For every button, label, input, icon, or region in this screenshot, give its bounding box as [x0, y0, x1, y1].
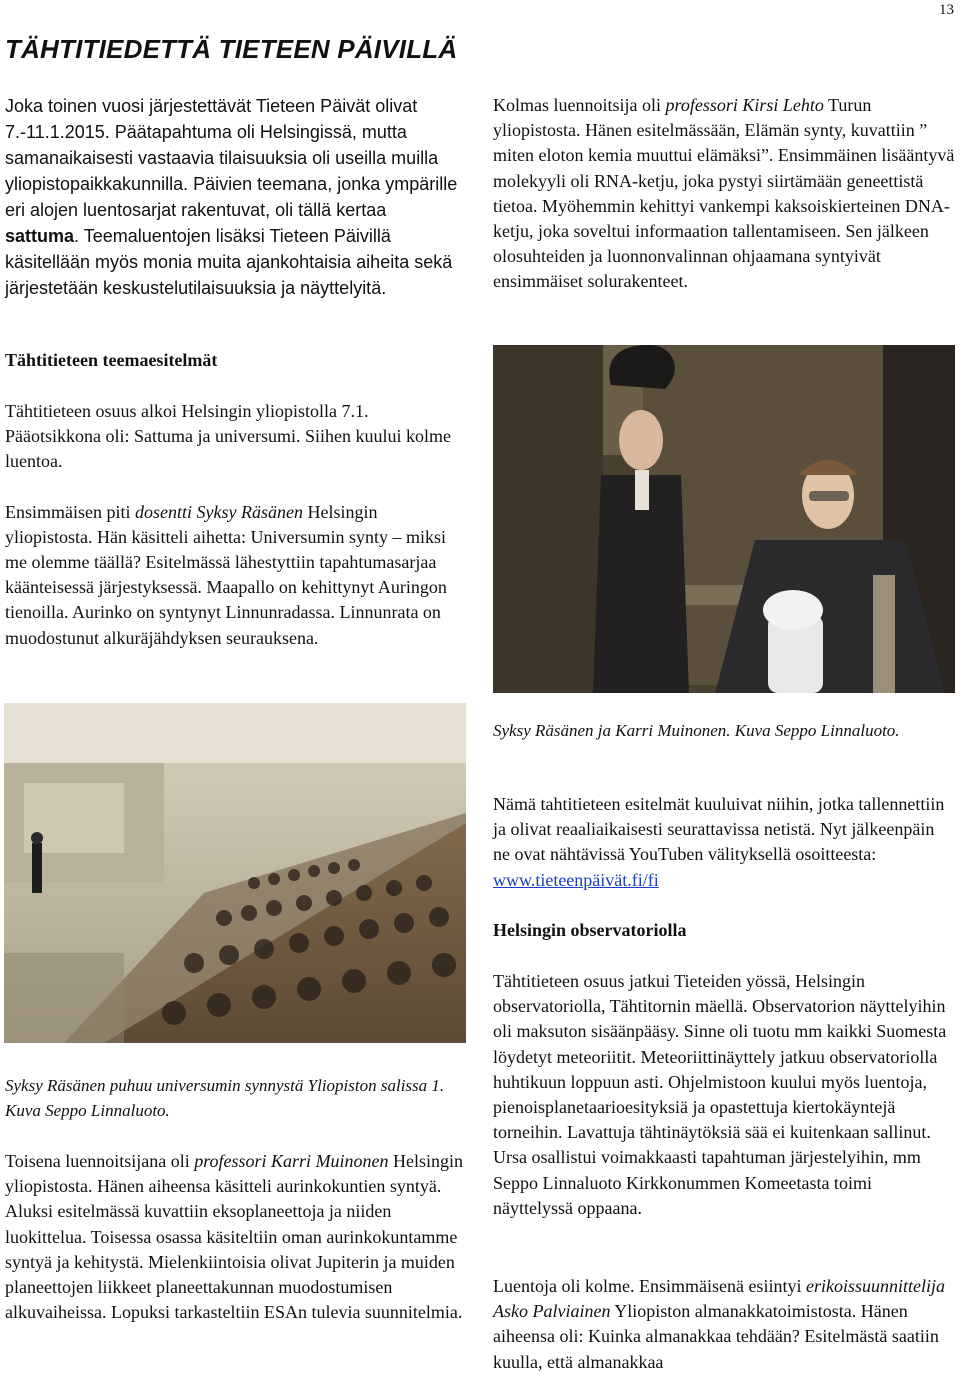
speakers-photo	[493, 345, 955, 693]
text: Luentoja oli kolme. Ensimmäisenä esiintyi	[493, 1276, 806, 1296]
text: Helsingin yliopistosta. Hänen aiheensa käsitteli aurinkokuntien syntyä. Aluksi esitelmässä kuvattiin eksoplaneettoja ja niiden luokittelua. Toisessa osassa käsiteltiin oman aurinkokuntamme syntyä ja kehitystä. Mielenkiintoisia olivat Jupiterin ja muiden planeettojen liikkeet planeettakunnan muodostumisen alkuvaiheissa. Lopuksi tarkasteltiin ESAn tulevia suunnitelmia.	[5, 1151, 464, 1323]
page-number: 13	[939, 2, 954, 18]
lecture-hall-caption: Syksy Räsänen puhuu universumin synnystä Yliopiston salissa 1. Kuva Seppo Linnaluoto.	[5, 1076, 445, 1120]
lecture-hall-image	[4, 703, 466, 1043]
lecture-hall-photo	[4, 703, 466, 1043]
intro-text: Joka toinen vuosi järjestettävät Tieteen Päivät olivat 7.-11.1.2015. Päätapahtuma oli Helsingissä, mutta samanaikaisesti vastaavia tilaisuuksia oli useilla muilla yliopistopaikkakunnilla. Päivien teemana, jonka ympärille eri alojen luentosarjat rakentuvat, oli tällä kertaa	[5, 96, 458, 220]
page-title: TÄHTITIEDETTÄ TIETEEN PÄIVILLÄ	[5, 34, 458, 64]
speaker-name: erikoissuunnittelija Asko Palviainen	[493, 1276, 945, 1322]
text: Yliopiston almanakkatoimistosta. Hänen aiheensa oli: Kuinka almanakkaa tehdään? Esitelmästä saatiin kuulla, että almanakkaa	[493, 1301, 939, 1372]
speakers-image	[493, 345, 955, 693]
youtube-link[interactable]: www.tieteenpäivät.fi/fi	[493, 869, 659, 890]
paragraph-lehto	[493, 93, 955, 295]
paragraph-muinonen	[5, 1149, 467, 1325]
speaker-name: professori Kirsi Lehto	[665, 95, 824, 115]
paragraph-rasanen	[5, 500, 465, 651]
section-heading-observatorio: Helsingin observatoriolla	[493, 920, 687, 940]
paragraph-recordings	[493, 792, 955, 893]
text: Helsingin yliopistosta. Hän käsitteli aihetta: Universumin synty – miksi me olemme täällä? Esitelmässä lähestyttiin tapahtumasarjaa käänteisessä järjestyksessä. Maapallo on kehittynyt Auringon tienoilla. Aurinko on syntynyt Linnunradassa. Linnunrata on muodostunut alkuräjähdyksen seurauksena.	[5, 501, 447, 648]
text: Ensimmäisen piti	[5, 501, 135, 522]
intro-text-end: . Teemaluentojen lisäksi Tieteen Päivillä käsitellään myös monia muita ajankohtaisia aiheita sekä järjestetään keskustelutilaisuuksia ja näyttelyitä.	[5, 226, 453, 298]
intro-theme-word: sattuma	[5, 226, 75, 246]
speaker-name: professori Karri Muinonen	[194, 1151, 389, 1171]
text: Nämä tahtitieteen esitelmät kuuluivat niihin, jotka tallennettiin ja olivat reaaliaikaisesti seurattavissa netistä. Nyt jälkeenpäin ne ovat nähtävissä YouTuben välityksellä osoitteesta:	[493, 794, 945, 865]
paragraph-observatory: Tähtitieteen osuus jatkui Tieteiden yössä, Helsingin observatoriolla, Tähtitornin mäellä. Observatorion näyttelyihin oli maksuton sisäänpääsy. Sinne oli tuotu mm kaikki Suomesta löydetyt meteoriitit. Meteoriittinäyttely jatkuu observatoriolla huhtikuun loppuun asti. Ohjelmistoon kuului myös luentoja, pienoisplanetaarioesityksiä ja opastettuja kiertokäyntejä torneihin. Lavattuja tähtinäytöksiä sää ei kuitenkaan sallinut. Ursa osallistui voimakkaasti tapahtuman järjestelyihin, mm Seppo Linnaluoto Kirkkonummen Komeetasta toimi näyttelyssä oppaana.	[493, 971, 947, 1218]
text: Kolmas luennoitsija oli	[493, 95, 666, 115]
intro-paragraph	[5, 93, 465, 301]
paragraph-palviainen	[493, 1274, 955, 1375]
left-text-block-1	[5, 399, 465, 651]
text: Toisena luennoitsijana oli	[5, 1151, 195, 1171]
text: Turun yliopistosta. Hänen esitelmässään, Elämän synty, kuvattiin ” miten eloton kemia muuttui elämäksi”. Ensimmäinen lisääntyvä molekyyli oli RNA-ketju, joka pystyi siirtämään geneettistä tietoa. Myöhemmin kehittyi vankempi kaksoiskierteinen DNA-ketju, joka soveltui informaation tallentamiseen. Sen jälkeen olosuhteiden ja luonnonvalinnan ohjaamana syntyivät ensimmäiset solurakenteet.	[493, 95, 955, 292]
speakers-caption: Syksy Räsänen ja Karri Muinonen. Kuva Seppo Linnaluoto.	[493, 721, 900, 740]
speaker-name: dosentti Syksy Räsänen	[135, 501, 303, 522]
section-heading-teemaesitelmat: Tähtitieteen teemaesitelmät	[5, 350, 218, 370]
paragraph-intro-lectures: Tähtitieteen osuus alkoi Helsingin yliopistolla 7.1. Pääotsikkona oli: Sattuma ja universumi. Siihen kuului kolme luentoa.	[5, 401, 451, 472]
